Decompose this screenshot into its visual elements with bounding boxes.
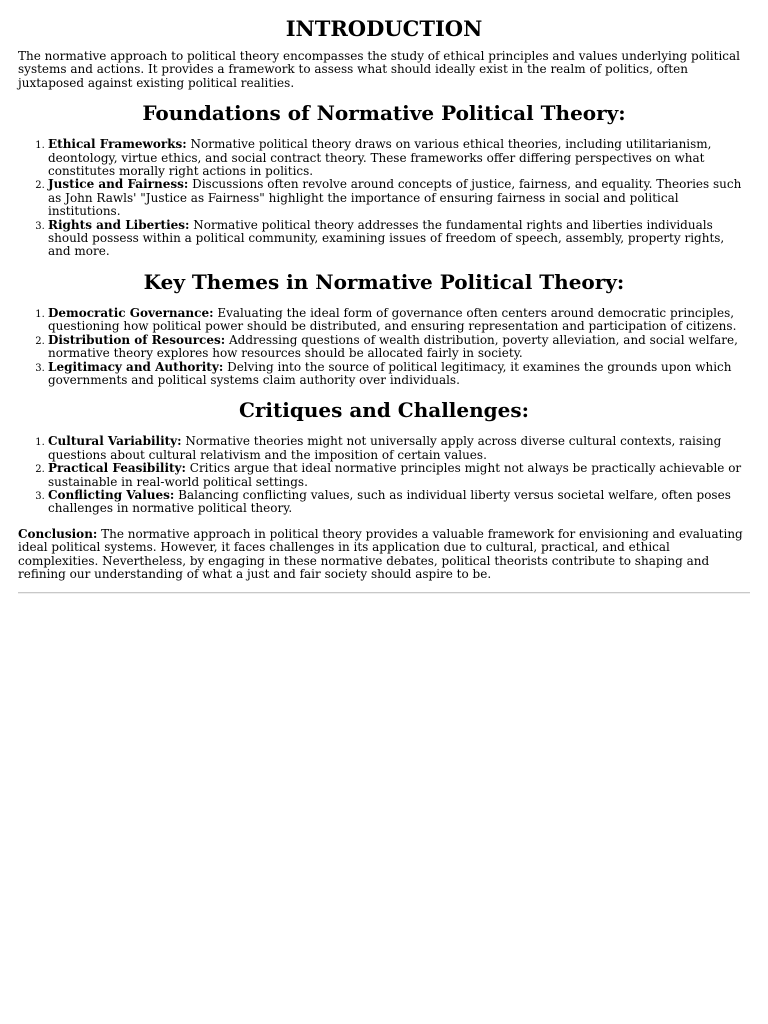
list-item [48,334,750,361]
item-text: Discussions often revolve around concepts of justice, fairness, and equality. Theories such as John Rawls' "Justice as Fairness" highlight the importance of ensuring fairness in social and political institutions. [48,177,742,219]
list-item [48,361,750,388]
page-title: INTRODUCTION [285,16,483,41]
list-item [48,435,750,462]
item-term: Justice and Fairness: [48,177,189,192]
item-text: Evaluating the ideal form of governance often centers around democratic principles, questioning how political power should be distributed, and ensuring representation and participation of citizens. [48,305,737,334]
conclusion-paragraph [18,528,750,582]
intro-paragraph: The normative approach to political theory encompasses the study of ethical principles and values underlying political systems and actions. It provides a framework to assess what should ideally exist in the realm of politics, often juxtaposed against existing political realities. [18,49,740,90]
item-text: Critics argue that ideal normative principles might not always be practically achievable or sustainable in real-world political settings. [48,461,742,489]
item-text: Normative theories might not universally apply across diverse cultural contexts, raising questions about cultural relativism and the imposition of certain values. [48,434,722,462]
item-text: Balancing conflicting values, such as individual liberty versus societal welfare, often poses challenges in normative political theory. [48,487,731,516]
section-heading-key-themes: Key Themes in Normative Political Theory: [143,269,625,294]
list-item [48,138,750,178]
item-text: Addressing questions of wealth distribution, poverty alleviation, and social welfare, normative theory explores how resources should be allocated fairly in society. [48,332,738,361]
list-item [48,178,750,218]
item-term: Ethical Frameworks: [48,137,187,152]
list-item [48,219,750,259]
section-heading-critiques: Critiques and Challenges: [238,398,530,423]
item-term: Practical Feasibility: [48,461,186,476]
item-term: Conflicting Values: [48,487,175,502]
horizontal-divider [18,592,750,594]
item-term: Rights and Liberties: [48,217,190,232]
section-heading-foundations: Foundations of Normative Political Theory: [142,101,626,126]
conclusion-term: Conclusion: [18,526,98,541]
foundations-list [18,138,750,259]
item-term: Cultural Variability: [48,434,182,449]
item-text: Normative political theory draws on various ethical theories, including utilitarianism, deontology, virtue ethics, and social contract theory. These frameworks offer differing perspectives on what constitutes morally right actions in politics. [48,137,712,179]
item-term: Distribution of Resources: [48,332,226,347]
list-item [48,462,750,489]
critiques-list [18,435,750,515]
conclusion-text: The normative approach in political theory provides a valuable framework for envisioning and evaluating ideal political systems. However, it faces challenges in its application due to cultural, practical, and ethical complexities. Nevertheless, by engaging in these normative debates, political theorists contribute to shaping and refining our understanding of what a just and fair society should aspire to be. [18,526,743,581]
key-themes-list [18,307,750,387]
item-term: Democratic Governance: [48,305,214,320]
list-item [48,489,750,516]
item-term: Legitimacy and Authority: [48,359,224,374]
list-item [48,307,750,334]
item-text: Delving into the source of political legitimacy, it examines the grounds upon which governments and political systems claim authority over individuals. [48,359,732,387]
item-text: Normative political theory addresses the fundamental rights and liberties individuals should possess within a political community, examining issues of freedom of speech, assembly, property rights, and more. [48,217,725,259]
